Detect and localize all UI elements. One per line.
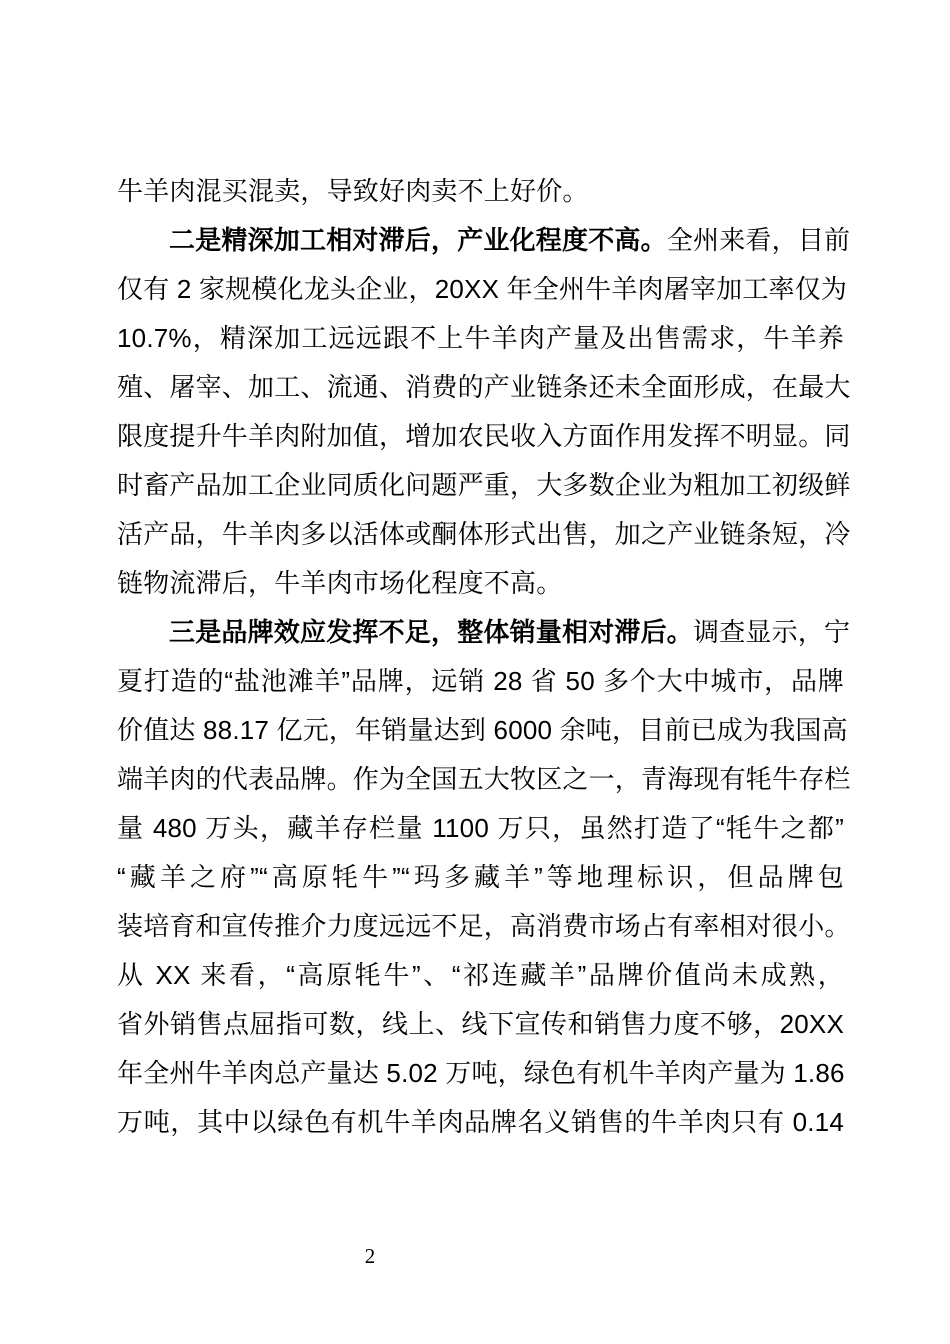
text-segment: “藏羊之府”“高原牦牛”“玛多藏羊”等地理标识，但品牌包 [117,862,844,892]
text-line [117,902,851,951]
heading-run: 三是品牌效应发挥不足，整体销量相对滞后。 [169,617,694,647]
text-segment: 端羊肉的代表品牌。作为全国五大牧区之一，青海现有牦牛存栏 [117,764,851,794]
text-line [117,608,851,657]
text-segment: 从 XX 来看，“高原牦牛”、“祁连藏羊”品牌价值尚未成熟， [117,960,844,990]
document-body [117,167,851,1147]
text-segment: 万吨，其中以绿色有机牛羊肉品牌名义销售的牛羊肉只有 0.14 [117,1107,844,1137]
text-line [117,1000,844,1049]
text-segment: 全州来看，目前 [666,225,851,255]
text-segment: 殖、屠宰、加工、流通、消费的产业链条还未全面形成，在最大 [117,372,851,402]
text-segment: 量 480 万头，藏羊存栏量 1100 万只，虽然打造了“牦牛之都” [117,813,844,843]
page-number: 2 [364,1244,376,1268]
text-segment: 仅有 2 家规模化龙头企业，20XX 年全州牛羊肉屠宰加工率仅为 [117,274,848,304]
text-segment: 限度提升牛羊肉附加值，增加农民收入方面作用发挥不明显。同 [117,421,851,451]
text-line [117,804,844,853]
text-segment: 牛羊肉混买混卖，导致好肉卖不上好价。 [117,176,589,206]
text-segment: 链物流滞后，牛羊肉市场化程度不高。 [117,568,563,598]
text-line [117,657,844,706]
text-segment: 夏打造的“盐池滩羊”品牌，远销 28 省 50 多个大中城市，品牌 [117,666,844,696]
text-line [117,706,848,755]
text-line [117,461,851,510]
text-segment: 省外销售点屈指可数，线上、线下宣传和销售力度不够，20XX [117,1009,844,1039]
text-line [117,265,848,314]
text-line [117,853,844,902]
text-segment: 活产品，牛羊肉多以活体或酮体形式出售，加之产业链条短，冷 [117,519,851,549]
text-line [117,559,844,608]
text-line [117,755,851,804]
text-segment: 10.7%，精深加工远远跟不上牛羊肉产量及出售需求，牛羊养 [117,323,844,353]
text-segment: 时畜产品加工企业同质化问题严重，大多数企业为粗加工初级鲜 [117,470,851,500]
text-line [117,216,851,265]
text-segment: 调查显示，宁 [693,617,851,647]
text-line [117,1049,844,1098]
text-segment: 装培育和宣传推介力度远远不足，高消费市场占有率相对很小。 [117,911,851,941]
text-line [117,1098,844,1147]
text-segment: 年全州牛羊肉总产量达 5.02 万吨，绿色有机牛羊肉产量为 1.86 [117,1058,845,1088]
text-segment: 价值达 88.17 亿元，年销量达到 6000 余吨，目前已成为我国高 [117,715,848,745]
text-line [117,412,851,461]
text-line [117,314,844,363]
text-line [117,363,851,412]
heading-run: 二是精深加工相对滞后，产业化程度不高。 [169,225,667,255]
text-line [117,510,851,559]
text-line [117,951,844,1000]
text-line [117,167,844,216]
